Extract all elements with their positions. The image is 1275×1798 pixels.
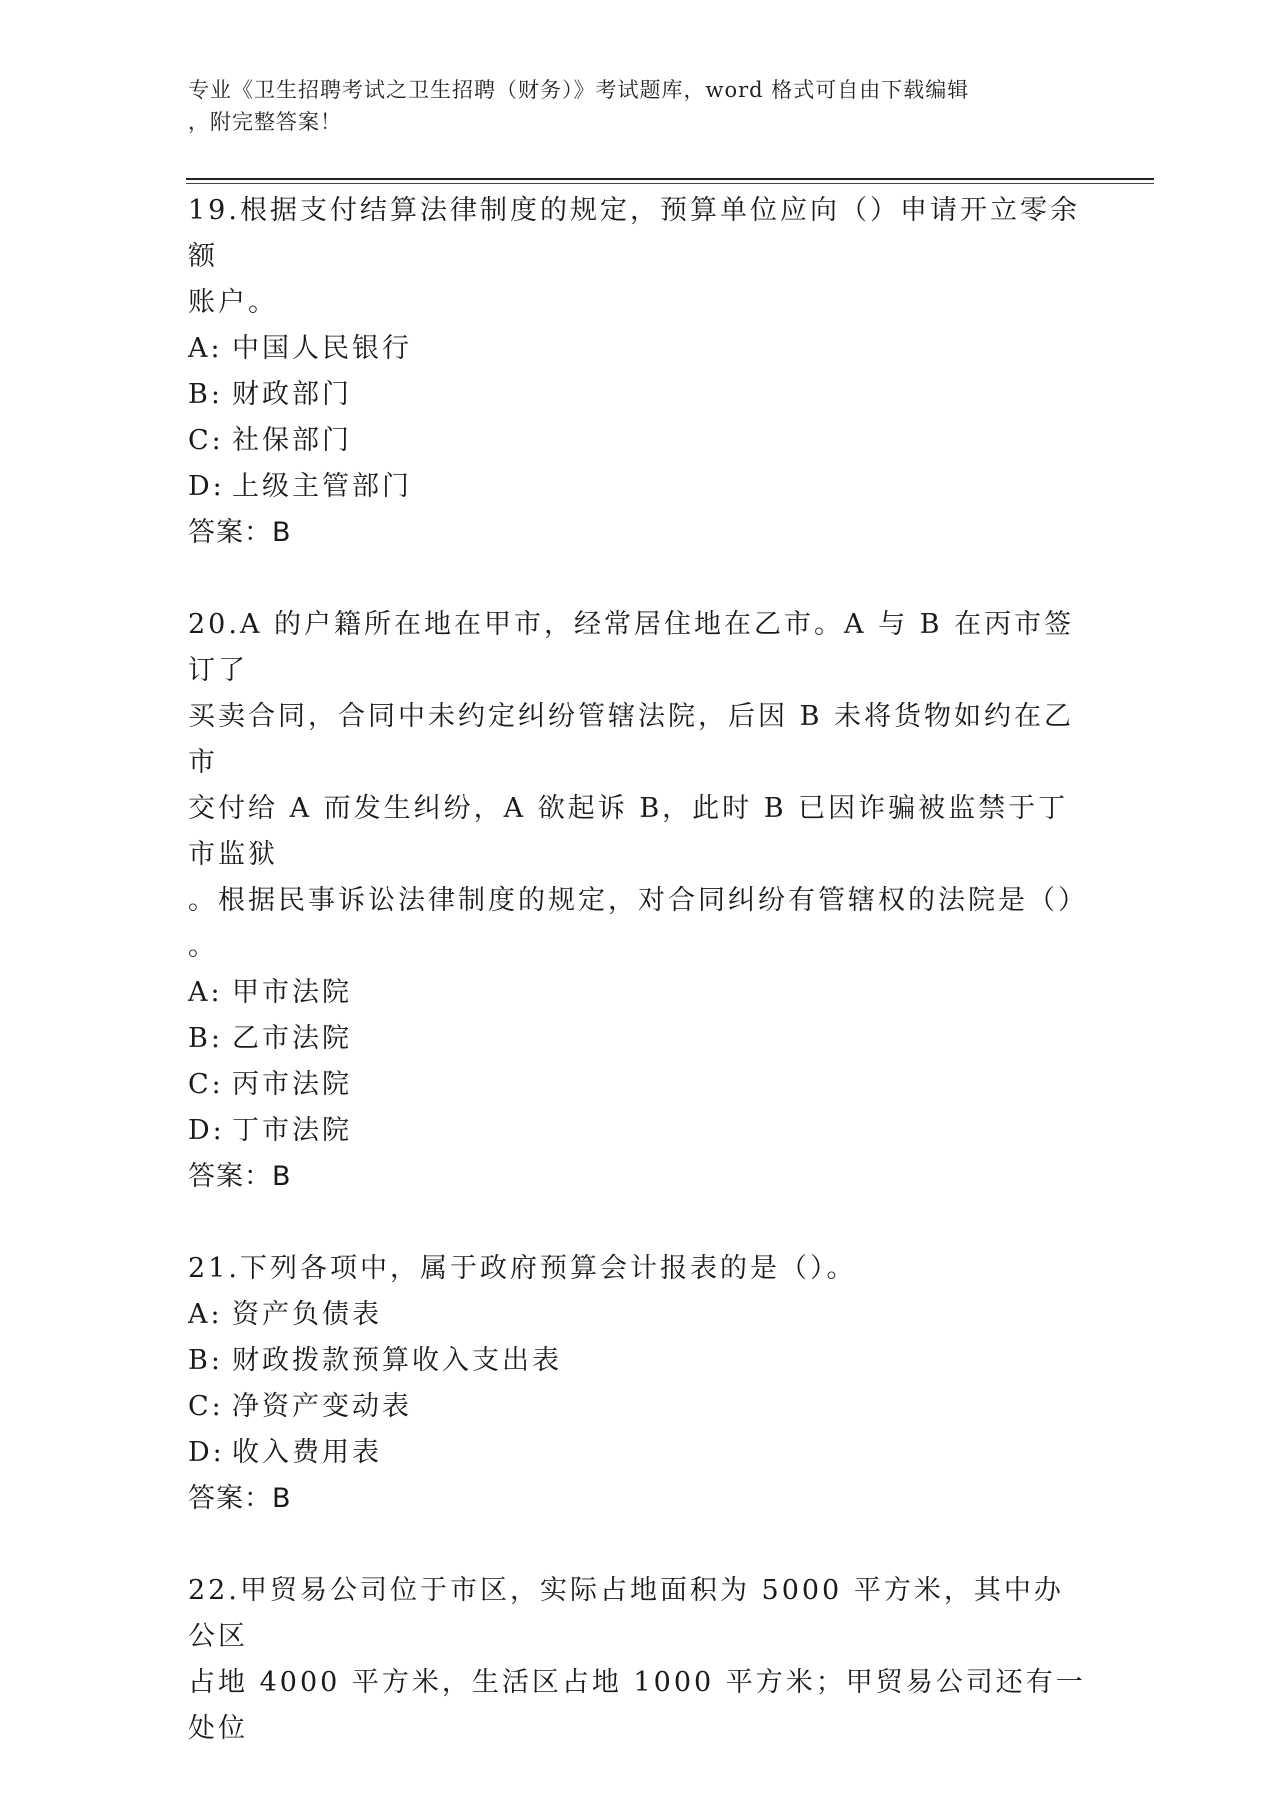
option-text: 丁市法院 bbox=[232, 1115, 352, 1146]
question-stem-line: 19.根据支付结算法律制度的规定，预算单位应向（）申请开立零余额 bbox=[188, 195, 1080, 272]
option-text: 财政部门 bbox=[232, 379, 352, 410]
answer-line: 答案：B bbox=[188, 517, 292, 548]
option-text: 丙市法院 bbox=[232, 1069, 352, 1100]
option-letter: A: bbox=[188, 1299, 223, 1330]
option-letter: C: bbox=[188, 425, 224, 456]
option-letter: D: bbox=[188, 471, 225, 502]
option-a bbox=[188, 326, 1088, 372]
option-text: 社保部门 bbox=[232, 425, 352, 456]
option-text: 乙市法院 bbox=[232, 1023, 352, 1054]
option-c bbox=[188, 418, 1088, 464]
header-divider-thick bbox=[186, 178, 1154, 180]
header-divider-thin bbox=[186, 183, 1154, 184]
question-22 bbox=[188, 1568, 1088, 1752]
option-d bbox=[188, 464, 1088, 510]
option-text: 上级主管部门 bbox=[232, 471, 412, 502]
question-21 bbox=[188, 1246, 1088, 1522]
option-text: 收入费用表 bbox=[232, 1437, 382, 1468]
option-letter: B: bbox=[188, 1023, 223, 1054]
option-a bbox=[188, 1292, 1088, 1338]
option-d bbox=[188, 1430, 1088, 1476]
option-letter: B: bbox=[188, 379, 223, 410]
option-c bbox=[188, 1384, 1088, 1430]
question-list bbox=[188, 188, 1088, 1798]
option-letter: C: bbox=[188, 1069, 224, 1100]
option-b bbox=[188, 1338, 1088, 1384]
question-stem-line: 。 bbox=[188, 931, 218, 962]
question-stem-line: 21.下列各项中，属于政府预算会计报表的是（）。 bbox=[188, 1253, 857, 1284]
option-text: 财政拨款预算收入支出表 bbox=[232, 1345, 562, 1376]
option-d bbox=[188, 1108, 1088, 1154]
option-text: 中国人民银行 bbox=[232, 333, 412, 364]
question-stem-line: 20.A 的户籍所在地在甲市，经常居住地在乙市。A 与 B 在丙市签订了 bbox=[188, 609, 1075, 686]
option-letter: B: bbox=[188, 1345, 223, 1376]
option-letter: D: bbox=[188, 1437, 225, 1468]
option-text: 资产负债表 bbox=[232, 1299, 382, 1330]
option-a bbox=[188, 970, 1088, 1016]
option-b bbox=[188, 1016, 1088, 1062]
option-text: 甲市法院 bbox=[232, 977, 352, 1008]
question-19 bbox=[188, 188, 1088, 556]
answer-line: 答案：B bbox=[188, 1161, 292, 1192]
option-c bbox=[188, 1062, 1088, 1108]
question-stem-line: 账户。 bbox=[188, 287, 278, 318]
answer-line: 答案：B bbox=[188, 1483, 292, 1514]
option-letter: A: bbox=[188, 977, 223, 1008]
option-b bbox=[188, 372, 1088, 418]
option-text: 净资产变动表 bbox=[232, 1391, 412, 1422]
header-line-1: 专业《卫生招聘考试之卫生招聘（财务）》考试题库，word 格式可自由下载编辑 bbox=[188, 78, 970, 102]
option-letter: A: bbox=[188, 333, 223, 364]
option-letter: D: bbox=[188, 1115, 225, 1146]
question-stem-line: 。根据民事诉讼法律制度的规定，对合同纠纷有管辖权的法院是（） bbox=[188, 885, 1088, 916]
option-letter: C: bbox=[188, 1391, 224, 1422]
question-stem-line: 交付给 A 而发生纠纷，A 欲起诉 B，此时 B 已因诈骗被监禁于丁市监狱 bbox=[188, 793, 1069, 870]
question-20 bbox=[188, 602, 1088, 1200]
question-stem-line: 22.甲贸易公司位于市区，实际占地面积为 5000 平方米，其中办公区 bbox=[188, 1575, 1064, 1652]
document-header bbox=[188, 74, 1068, 138]
question-stem-line: 占地 4000 平方米，生活区占地 1000 平方米；甲贸易公司还有一处位 bbox=[188, 1667, 1086, 1744]
header-line-2: ，附完整答案！ bbox=[188, 110, 342, 134]
question-stem-line: 买卖合同，合同中未约定纠纷管辖法院，后因 B 未将货物如约在乙市 bbox=[188, 701, 1075, 778]
